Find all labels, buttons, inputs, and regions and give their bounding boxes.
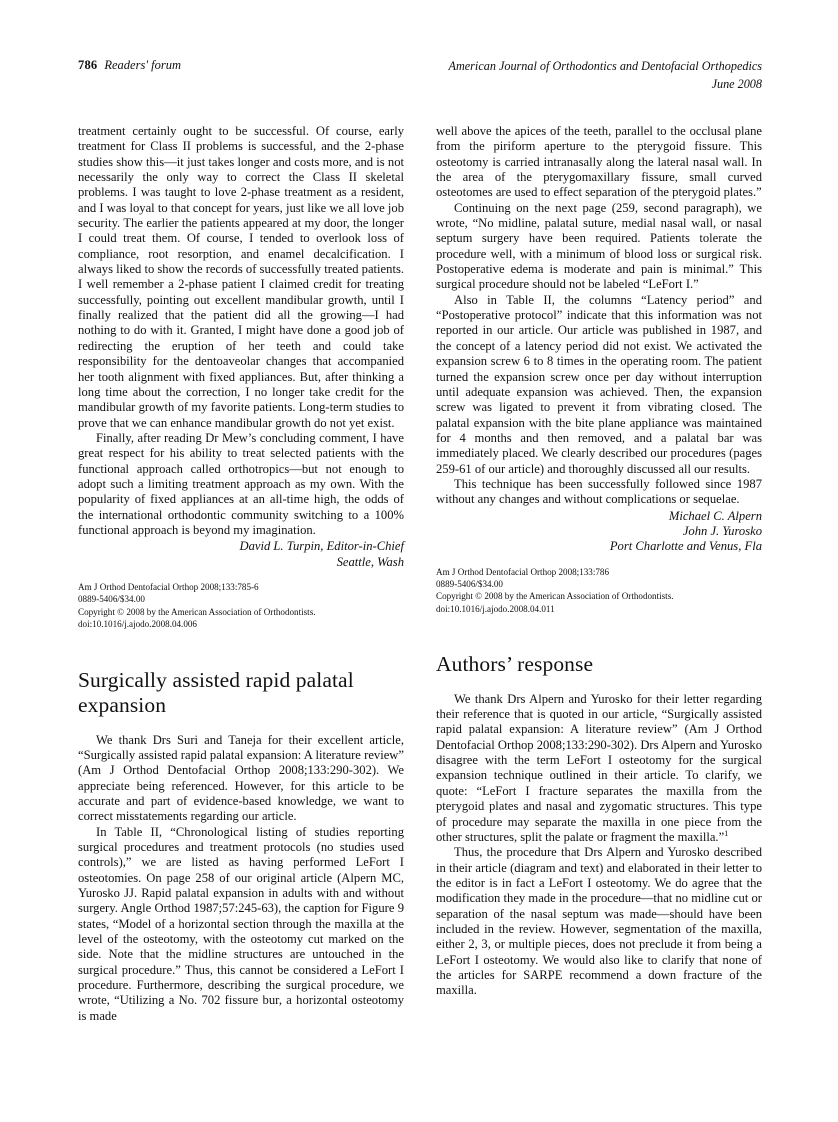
running-head [78, 58, 762, 93]
paragraph: Continuing on the next page (259, second paragraph), we wrote, “No midline, palatal suture, medial nasal wall, or nasal septum surgery have been required. Patients tolerate the procedure well, with a minimum of blood loss or surgical risk. Postoperative edema is moderate and pain is minimal.” This surgical procedure should not be labeled “LeFort I.” [436, 200, 762, 292]
citation-line: Am J Orthod Dentofacial Orthop 2008;133:786 [436, 566, 610, 577]
running-head-left [78, 58, 181, 74]
article-title: Authors’ response [436, 652, 594, 677]
issue-date: June 2008 [711, 76, 762, 91]
spacer [78, 631, 404, 668]
citation-block [78, 581, 404, 631]
left-column [78, 124, 404, 1064]
paragraph: Finally, after reading Dr Mew’s concluding comment, I have great respect for his ability to treat selected patients with the functional approach called orthotropics—but not enough to adopt such a limiting treatment approach as my own. With the popularity of fixed appliances at an all-time high, the odds of the international orthodontic community switching to a 100% functional approach is beyond my imagination. [78, 430, 404, 537]
paragraph: Thus, the procedure that Drs Alpern and Yurosko described in their article (diagram and text) and elaborated in their letter to the editor is in fact a LeFort I osteotomy. We do agree that the modification they made in the procedure—that no midline cut or separation of the nasal septum was made—should have been included in the review. However, segmentation of the maxilla, either 2, 3, or multiple pieces, does not preclude it from being a LeFort I osteotomy. We would also like to clarify that none of the articles for SARPE recommend a down fracture of the maxilla. [436, 845, 762, 998]
reference-marker: 1 [724, 828, 729, 838]
running-head-right [449, 58, 762, 93]
citation-line: 0889-5406/$34.00 [78, 594, 145, 605]
section-title: Readers' forum [104, 58, 181, 72]
paragraph: In Table II, “Chronological listing of studies reporting surgical procedures and treatment protocols (no studies used controls),” we are listed as having performed LeFort I osteotomies. On page 258 of our original article (Alpern MC, Yurosko JJ. Rapid palatal expansion in adults with and without surgery. Angle Orthod 1987;57:245-63), the caption for Figure 9 states, “Model of a horizontal section through the maxilla at the level of the osteotomy, with the osteotomy cut marked on the side. Note that the midline structures are untouched in the surgical procedure.” Thus, this cannot be considered a LeFort I procedure. Furthermore, describing the surgical procedure, we wrote, “Utilizing a No. 702 fissure bur, a horizontal osteotomy is made [78, 824, 404, 1023]
author-signature [436, 509, 762, 555]
citation-line: Am J Orthod Dentofacial Orthop 2008;133:785-6 [78, 581, 259, 592]
citation-line: 0889-5406/$34.00 [436, 579, 503, 590]
paragraph: Also in Table II, the columns “Latency period” and “Postoperative protocol” indicate that this information was not reported in our article. Our article was published in 1987, and the concept of a latency period did not exist. We activated the expansion screw 6 to 8 times in the operating room. The patient turned the expansion screw once per day without interruption until adequate expansion was achieved. Then, the expansion screw was ligated to prevent it from vibrating closed. The palatal expansion with the bite plane appliance was maintained for 4 months and then removed, and a palatal bar was immediately placed. We clearly described our procedures (pages 259-61 of our article) and thoroughly discussed all our results. [436, 292, 762, 476]
spacer [436, 678, 762, 692]
signature-line: Port Charlotte and Venus, Fla [609, 539, 762, 554]
paragraph: This technique has been successfully followed since 1987 without any changes and without complications or sequelae. [436, 476, 762, 507]
page-number: 786 [78, 58, 98, 72]
citation-line: doi:10.1016/j.ajodo.2008.04.006 [78, 619, 197, 630]
paragraph-text: We thank Drs Alpern and Yurosko for their letter regarding their reference that is quoted in our article, “Surgically assisted rapid palatal expansion: A literature review” (Am J Orthod Dentofacial Orthop 2008;133:290-302). Drs Alpern and Yurosko disagree with the term LeFort I osteotomy for the surgical expansion technique outlined in their article. To clarify, we quote: “LeFort I fracture separates the maxilla from the pterygoid plates and nasal and zygomatic structures. This type of procedure may separate the maxilla in one piece from the other structures, split the palate or fragment the maxilla.” [436, 691, 762, 844]
paragraph: treatment certainly ought to be successful. Of course, early treatment for Class II problems is successful, and the 2-phase studies show this—it just takes longer and costs more, and is not necessarily the only way to correct the Class II skeletal problems. I was taught to love 2-phase treatment as a resident, and I was loyal to that concept for years, just like we all love job security. The earlier the patients appeared at my door, the longer I could treat them. Of course, I tended to overlook loss of compliance, root resorption, and enamel decalcification. I always liked to show the records of successfully treated patients. I well remember a 2-phase patient I claimed credit for treating successfully, pointing out excellent mandibular growth, until I finally realized that the patient did all the growing—I had nothing to do with it. Granted, I might have done a good job of redirecting the eruption of her teeth and could take responsibility for the dentoaveolar changes that accompanied her tooth alignment with fixed appliances. But, after thinking a long time about the correction, I no longer take credit for the mandibular growth of my favorite patients. Long-term studies to prove that we can enhance mandibular growth do not yet exist. [78, 124, 404, 430]
two-column-body [78, 124, 762, 1064]
paragraph: well above the apices of the teeth, parallel to the occlusal plane from the piriform aperture to the pterygoid fissure. This osteotomy is carried intranasally along the lateral nasal wall. In the area of the pterygomaxillary fissure, small curved osteotomes are used to effect separation of the pterygoid plates.” [436, 124, 762, 200]
paragraph: We thank Drs Suri and Taneja for their excellent article, “Surgically assisted rapid palatal expansion: A literature review” (Am J Orthod Dentofacial Orthop 2008;133:290-302). We appreciate being referenced. However, for this article to be accurate and part of evidence-based knowledge, we want to correct misstatements regarding our article. [78, 732, 404, 824]
signature-line: David L. Turpin, Editor-in-Chief [239, 539, 404, 554]
citation-block [436, 566, 762, 616]
right-column [436, 124, 762, 1064]
paragraph [436, 692, 762, 845]
journal-name: American Journal of Orthodontics and Dentofacial Orthopedics [448, 59, 762, 73]
signature-line: Seattle, Wash [336, 554, 404, 569]
citation-line: Copyright © 2008 by the American Association of Orthodontists. [436, 591, 674, 602]
author-signature [78, 539, 404, 570]
signature-line: John J. Yurosko [682, 523, 762, 538]
citation-line: Copyright © 2008 by the American Association of Orthodontists. [78, 606, 316, 617]
citation-line: doi:10.1016/j.ajodo.2008.04.011 [436, 603, 555, 614]
article-title: Surgically assisted rapid palatal expansion [78, 667, 354, 718]
spacer [436, 615, 762, 652]
signature-line: Michael C. Alpern [668, 508, 762, 523]
spacer [78, 719, 404, 733]
